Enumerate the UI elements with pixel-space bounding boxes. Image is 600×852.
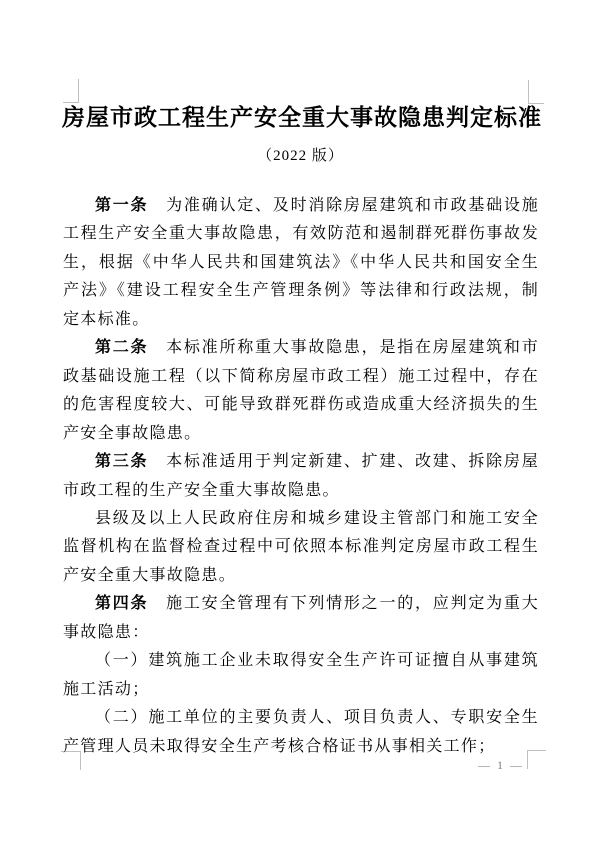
paragraph-lead: 第一条 [95, 197, 149, 214]
document-subtitle: （2022 版） [257, 148, 344, 164]
page-number: — 1 — [478, 758, 524, 772]
paragraph-article-4 [63, 590, 539, 647]
paragraph-article-2 [63, 334, 539, 448]
document-body [63, 192, 539, 761]
paragraph-text: 本标准适用于判定新建、扩建、改建、拆除房屋市政工程的生产安全重大事故隐患。 [63, 453, 539, 499]
document-title: 房屋市政工程生产安全重大事故隐患判定标准 [62, 105, 542, 130]
paragraph-item-2 [63, 704, 539, 761]
paragraph-text: 为准确认定、及时消除房屋建筑和市政基础设施工程生产安全重大事故隐患，有效防范和遏制群死群伤事故发生，根据《中华人民共和国建筑法》《中华人民共和国安全生产法》《建设工程安全生产管理条例》等法律和行政法规，制定本标准。 [63, 197, 539, 328]
paragraph-text: （二）施工单位的主要负责人、项目负责人、专职安全生产管理人员未取得安全生产考核合格证书从事相关工作； [63, 709, 539, 755]
paragraph-article-3-cont [63, 505, 539, 590]
paragraph-article-1 [63, 192, 539, 334]
paragraph-text: 本标准所称重大事故隐患，是指在房屋建筑和市政基础设施工程（以下简称房屋市政工程）施工过程中，存在的危害程度较大、可能导致群死群伤或造成重大经济损失的生产安全事故隐患。 [63, 339, 539, 442]
paragraph-lead: 第四条 [95, 595, 149, 613]
paragraph-text: 施工安全管理有下列情形之一的，应判定为重大事故隐患： [63, 595, 539, 641]
paragraph-lead: 第三条 [95, 453, 149, 471]
paragraph-lead: 第二条 [95, 339, 149, 357]
paragraph-article-3 [63, 448, 539, 505]
paragraph-item-1 [63, 647, 539, 704]
paragraph-text: 县级及以上人民政府住房和城乡建设主管部门和施工安全监督机构在监督检查过程中可依照本标准判定房屋市政工程生产安全重大事故隐患。 [63, 509, 539, 584]
paragraph-text: （一）建筑施工企业未取得安全生产许可证擅自从事建筑施工活动； [63, 652, 539, 698]
